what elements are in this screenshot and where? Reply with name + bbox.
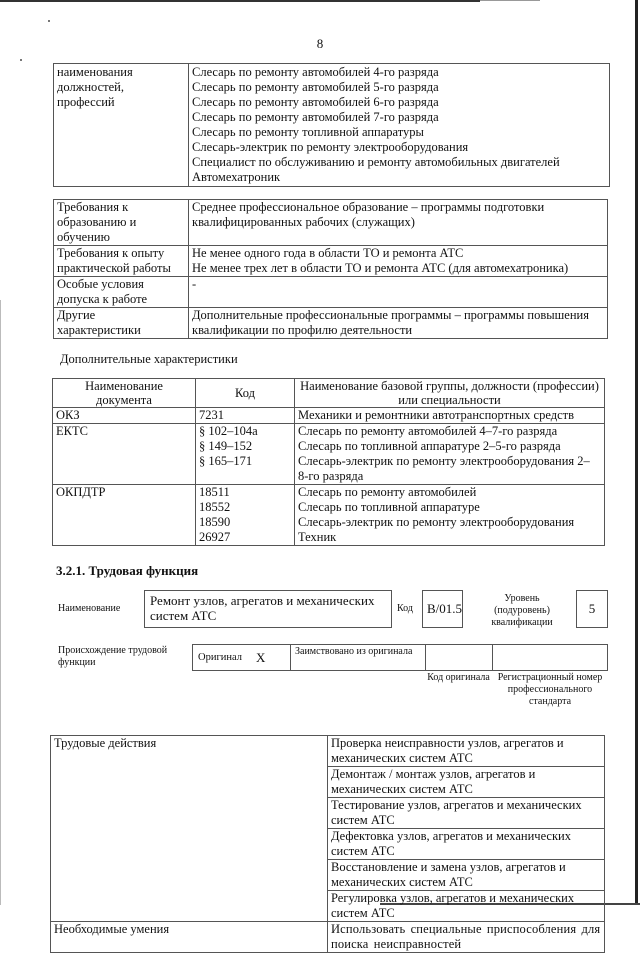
table-row [51,922,605,953]
scan-speck [20,59,22,61]
column-header: Наименование документа [53,379,196,408]
action-item: Проверка неисправности узлов, агрегатов и механических систем АТС [328,736,605,767]
table-row [54,308,608,339]
label-line: Требования к опыту [57,246,165,260]
requirement-label [54,308,189,339]
qualification-level-box: 5 [576,590,608,628]
label-line: наименования [57,65,133,79]
scan-speck [48,20,50,22]
origin-original-cell [193,645,291,670]
scan-edge-right [635,0,638,905]
position-item: Слесарь по ремонту автомобилей 5-го разряда [192,80,439,94]
additional-characteristics-table [52,378,605,546]
value-line: Не менее одного года в области ТО и ремонта АТС [192,246,464,260]
code-cell [196,485,295,546]
code-line: 18511 [199,485,230,499]
additional-characteristics-title: Дополнительные характеристики [60,352,238,366]
origin-mark: X [256,649,266,665]
position-item: Слесарь-электрик по ремонту электрооборудования [192,140,469,154]
origin-borrowed-cell: Заимствовано из оригинала [291,645,426,670]
label-line: характеристики [57,323,141,337]
requirement-label [54,277,189,308]
name-label: Наименование [58,603,121,614]
scan-edge-top [0,0,480,2]
position-item: Автомехатроник [192,170,281,184]
table-row [51,736,605,767]
name-cell [295,424,605,485]
requirement-value [189,200,608,246]
label-line: Особые условия [57,277,144,291]
action-item: Восстановление и замена узлов, агрегатов и механических систем АТС [328,860,605,891]
code-line: 7231 [199,408,224,422]
position-item: Специалист по обслуживанию и ремонту автомобильных двигателей [192,155,560,169]
code-cell [196,424,295,485]
name-line: Слесарь по топливной аппаратуре [298,500,480,514]
name-line: 8-го разряда [298,469,364,483]
name-line: Слесарь-электрик по ремонту электрооборудования 2– [298,454,590,468]
label-line: допуска к работе [57,292,148,306]
requirement-value [189,308,608,339]
column-header: Код [196,379,295,408]
position-item: Слесарь по ремонту топливной аппаратуры [192,125,424,139]
skills-label: Необходимые умения [51,922,328,953]
value-line: квалифицированных рабочих (служащих) [192,215,415,229]
table-row [54,64,610,187]
code-line: § 149–152 [199,439,253,453]
labor-function-heading: 3.2.1. Трудовая функция [56,563,199,578]
scan-edge-left [0,300,1,905]
requirements-table [53,199,608,339]
positions-label-cell [54,64,189,187]
original-code-cell [426,645,493,670]
value-line: квалификации по профилю деятельности [192,323,413,337]
positions-table [53,63,610,187]
function-code-box: B/01.5 [422,590,463,628]
registration-number-cell [493,645,607,670]
name-line: Техник [298,530,337,544]
name-line: Слесарь по ремонту автомобилей 4–7-го разряда [298,424,558,438]
table-row [54,200,608,246]
code-line: § 102–104а [199,424,258,438]
skill-item: Использовать специальные приспособления для поиска неисправностей [328,922,605,953]
label-line: обучению [57,230,110,244]
table-row [53,485,605,546]
code-line: 18590 [199,515,231,529]
position-item: Слесарь по ремонту автомобилей 7-го разряда [192,110,439,124]
table-row [53,408,605,424]
requirement-label [54,246,189,277]
doc-cell: ОКЗ [53,408,196,424]
qualification-level-label: Уровень (подуровень) квалификации [491,593,553,628]
name-line: Слесарь по ремонту автомобилей [298,485,477,499]
name-line: Механики и ремонтники автотранспортных средств [298,408,575,422]
doc-cell: ОКПДТР [53,485,196,546]
action-item: Дефектовка узлов, агрегатов и механических систем АТС [328,829,605,860]
value-line: - [192,277,197,291]
requirement-value [189,277,608,308]
label-line: практической работы [57,261,171,275]
table-row [53,424,605,485]
label-line: должностей, [57,80,124,94]
label-line: Другие [57,308,96,322]
value-line: Дополнительные профессиональные программы – программы повышения [192,308,589,322]
code-line: § 165–171 [199,454,253,468]
name-cell [295,408,605,424]
action-item: Тестирование узлов, агрегатов и механических систем АТС [328,798,605,829]
origin-row [192,644,608,671]
registration-number-caption: Регистрационный номер профессионального стандарта [497,672,603,707]
labor-actions-table [50,735,605,953]
name-line: Слесарь по топливной аппаратуре 2–5-го разряда [298,439,561,453]
code-cell [196,408,295,424]
doc-cell: ЕКТС [53,424,196,485]
position-item: Слесарь по ремонту автомобилей 6-го разряда [192,95,439,109]
value-line: Среднее профессиональное образование – программы подготовки [192,200,545,214]
name-cell [295,485,605,546]
requirement-label [54,200,189,246]
positions-values-cell [189,64,610,187]
code-label: Код [397,603,413,614]
table-row [54,277,608,308]
origin-original-label: Оригинал [198,652,242,663]
column-header: Наименование базовой группы, должности (профессии) или специальности [295,379,605,408]
value-line: Не менее трех лет в области ТО и ремонта АТС (для автомехатроника) [192,261,569,275]
actions-label: Трудовые действия [51,736,328,922]
scan-edge-top-faint [480,0,540,1]
function-name-box: Ремонт узлов, агрегатов и механических систем АТС [144,590,392,628]
position-item: Слесарь по ремонту автомобилей 4-го разряда [192,65,439,79]
action-item: Демонтаж / монтаж узлов, агрегатов и механических систем АТС [328,767,605,798]
action-item: Регулировка узлов, агрегатов и механических систем АТС [328,891,605,922]
table-row [54,246,608,277]
code-line: 26927 [199,530,231,544]
original-code-caption: Код оригинала [427,672,490,683]
origin-label: Происхождение трудовой функции [58,645,168,668]
label-line: образованию и [57,215,137,229]
label-line: профессий [57,95,115,109]
requirement-value [189,246,608,277]
code-line: 18552 [199,500,231,514]
page-number: 8 [316,36,324,51]
label-line: Требования к [57,200,129,214]
table-header-row [53,379,605,408]
name-line: Слесарь-электрик по ремонту электрооборудования [298,515,575,529]
